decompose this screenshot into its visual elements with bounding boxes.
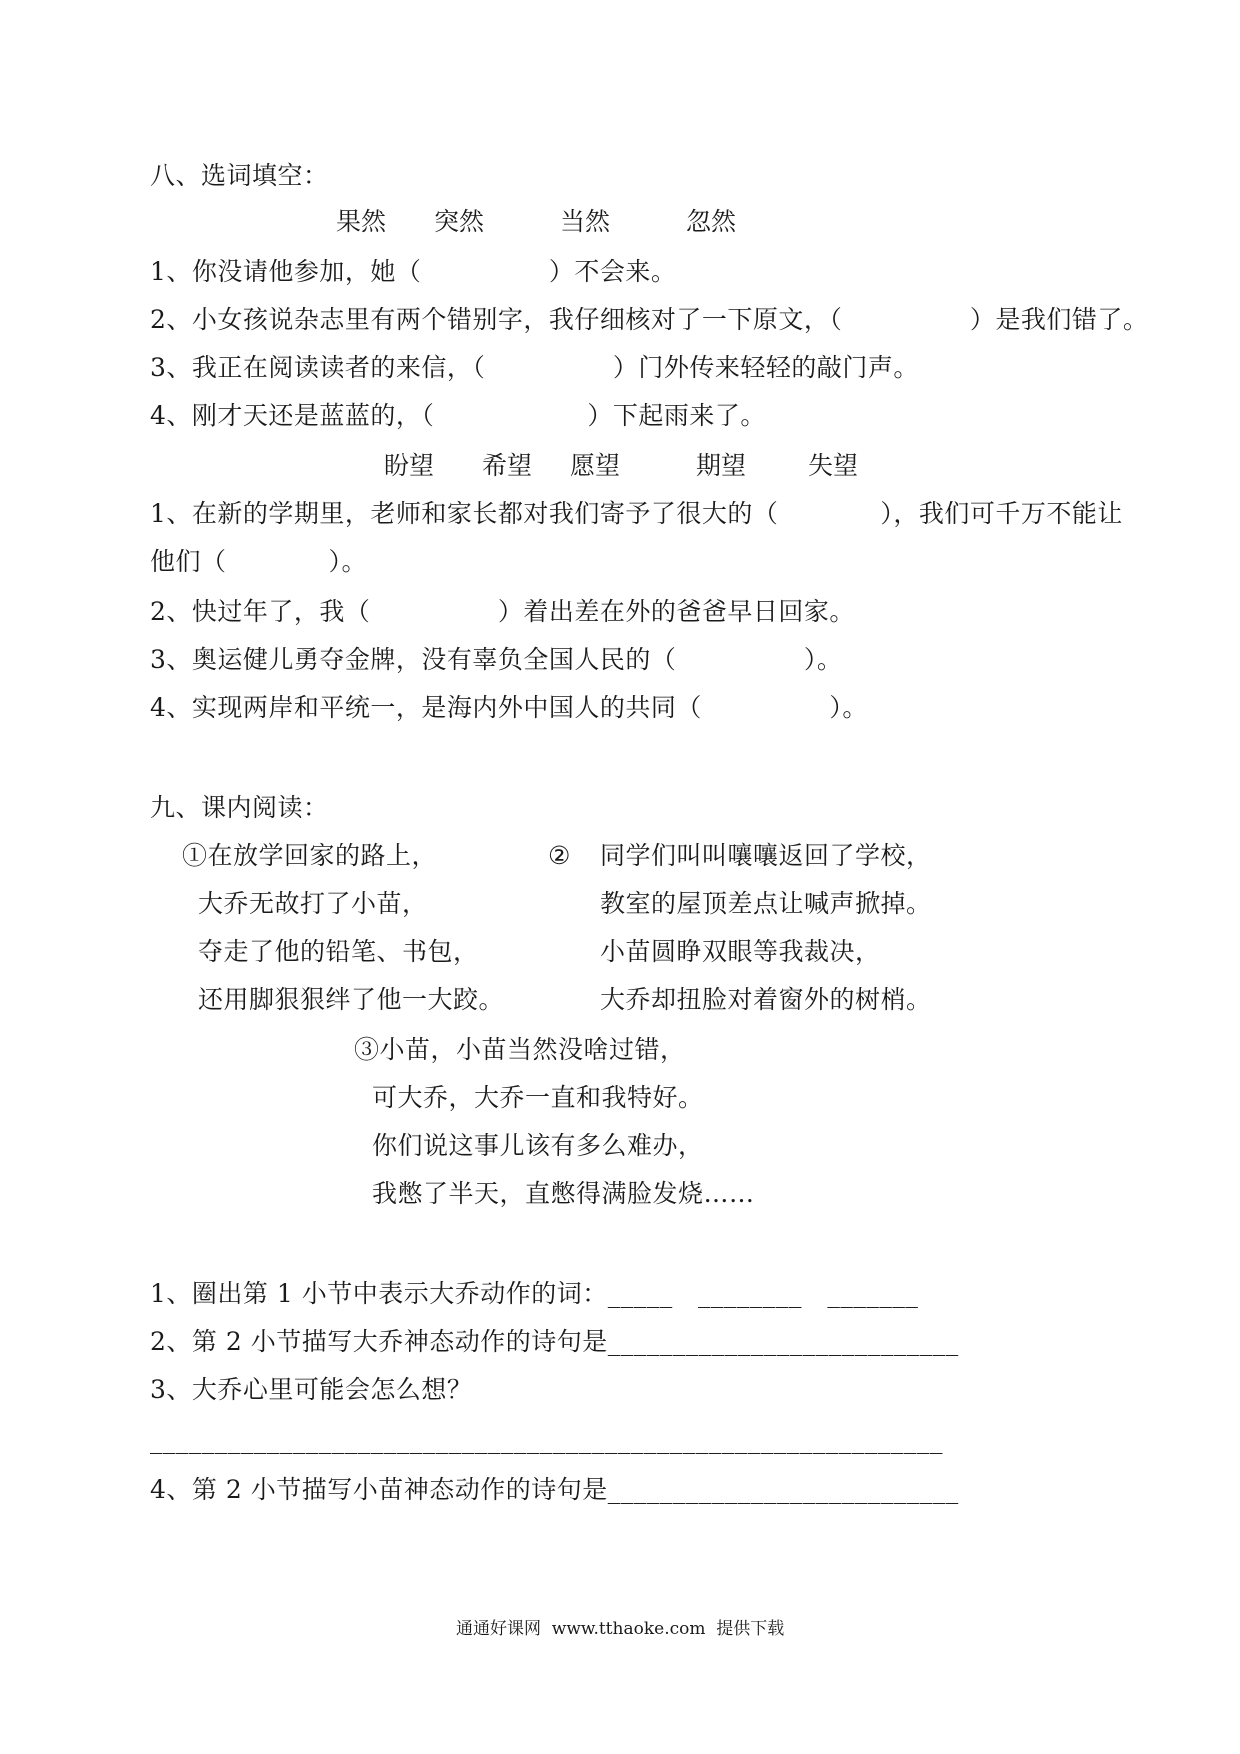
word-option: 期望 — [696, 451, 747, 480]
poem-line: 小苗圆睁双眼等我裁决， — [600, 937, 881, 966]
fill-blank-question: 2、快过年了，我（ ）着出差在外的爸爸早日回家。 — [150, 597, 855, 626]
word-option: 盼望 — [384, 451, 435, 480]
fill-blank-question: 4、刚才天还是蓝蓝的，（ ）下起雨来了。 — [150, 401, 766, 430]
fill-blank-question: 3、我正在阅读读者的来信，（ ）门外传来轻轻的敲门声。 — [150, 353, 919, 382]
stanza-number: ② — [548, 841, 571, 870]
fill-blank-question: 1、你没请他参加，她（ ）不会来。 — [150, 257, 677, 286]
poem-line: 教室的屋顶差点让喊声掀掉。 — [600, 889, 932, 918]
poem-line: ①在放学回家的路上， — [182, 841, 438, 870]
poem-line: 夺走了他的铅笔、书包， — [198, 937, 479, 966]
word-option: 愿望 — [570, 451, 621, 480]
word-option: 果然 — [336, 207, 387, 236]
word-option: 失望 — [808, 451, 859, 480]
poem-line: 可大乔，大乔一直和我特好。 — [372, 1083, 704, 1112]
reading-question: 3、大乔心里可能会怎么想？ — [150, 1375, 473, 1404]
answer-line: _____________________________________________________________ — [150, 1425, 943, 1454]
poem-line: 还用脚狠狠绊了他一大跤。 — [198, 985, 505, 1014]
fill-blank-question: 2、小女孩说杂志里有两个错别字，我仔细核对了一下原文，（ ）是我们错了。 — [150, 305, 1149, 334]
poem-line: 大乔无故打了小苗， — [198, 889, 428, 918]
reading-question: 1、圈出第 1 小节中表示大乔动作的词：_____ ________ _______ — [150, 1279, 919, 1308]
fill-blank-question: 1、在新的学期里，老师和家长都对我们寄予了很大的（ ），我们可千万不能让 — [150, 499, 1123, 528]
poem-line: 同学们叫叫嚷嚷返回了学校， — [600, 841, 932, 870]
fill-blank-question-continued: 他们（ ）。 — [150, 547, 368, 576]
fill-blank-question: 3、奥运健儿勇夺金牌，没有辜负全国人民的（ ）。 — [150, 645, 843, 674]
poem-line: ③小苗，小苗当然没啥过错， — [354, 1035, 686, 1064]
poem-line: 我憋了半天，直憋得满脸发烧…… — [372, 1179, 755, 1208]
poem-line: 大乔却扭脸对着窗外的树梢。 — [600, 985, 932, 1014]
fill-blank-question: 4、实现两岸和平统一，是海内外中国人的共同（ ）。 — [150, 693, 868, 722]
reading-question: 4、第 2 小节描写小苗神态动作的诗句是___________________________ — [150, 1475, 959, 1504]
word-option: 突然 — [434, 207, 485, 236]
section9-title: 九、课内阅读： — [150, 793, 329, 822]
word-option: 希望 — [482, 451, 533, 480]
page-footer: 通通好课网 www.tthaoke.com 提供下载 — [456, 1619, 785, 1639]
word-option: 忽然 — [686, 207, 737, 236]
reading-question: 2、第 2 小节描写大乔神态动作的诗句是___________________________ — [150, 1327, 959, 1356]
word-option: 当然 — [560, 207, 611, 236]
section8-title: 八、选词填空： — [150, 161, 329, 190]
poem-line: 你们说这事儿该有多么难办， — [372, 1131, 704, 1160]
